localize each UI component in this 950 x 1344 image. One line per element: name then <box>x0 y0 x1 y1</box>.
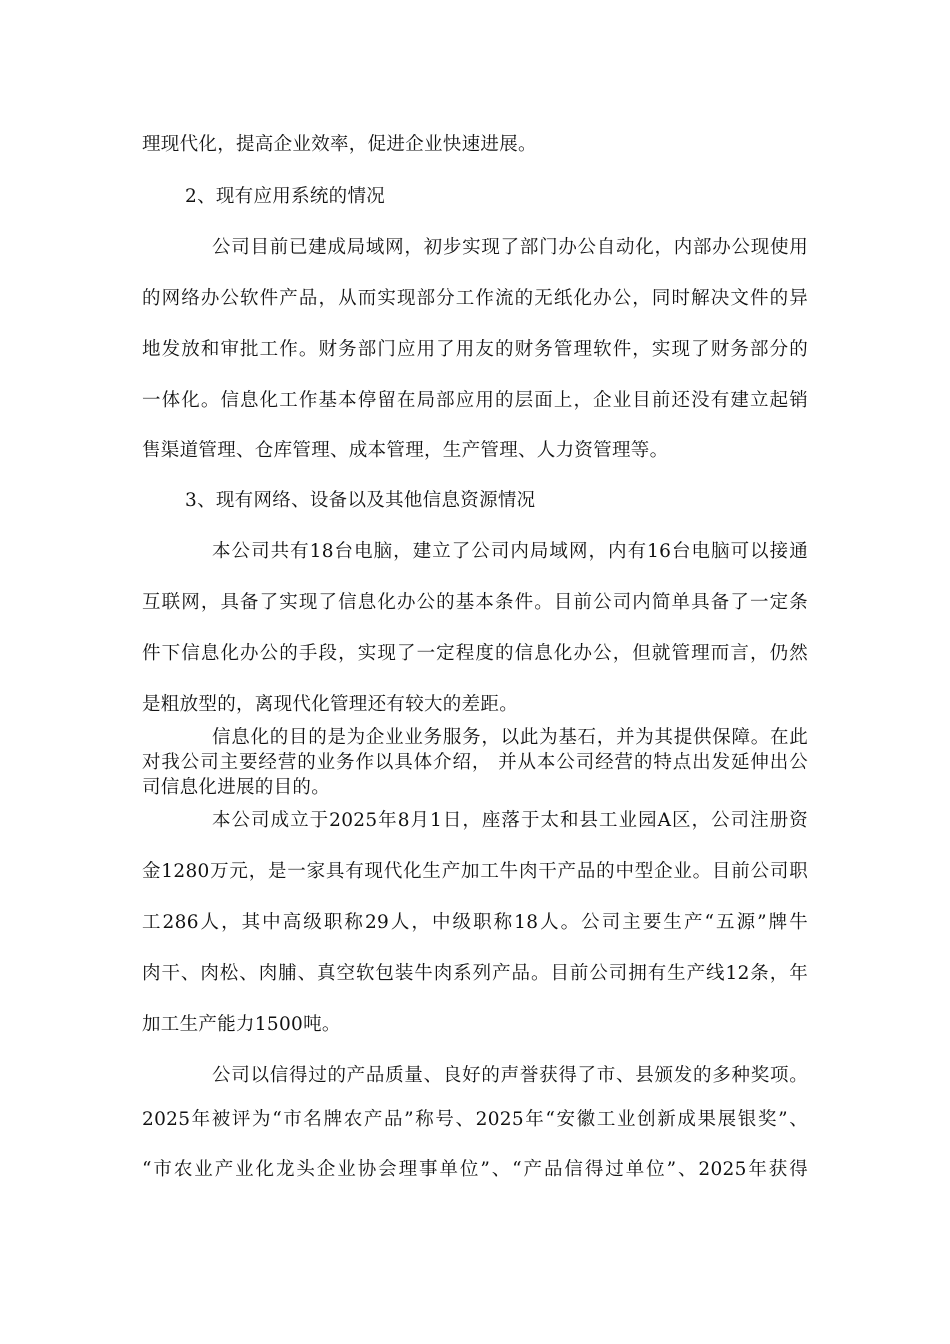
paragraph-line: 件下信息化办公的手段，实现了一定程度的信息化办公，但就管理而言，仍然 <box>142 643 808 664</box>
paragraph-line: 公司以信得过的产品质量、良好的声誉获得了市、县颁发的多种奖项。 <box>212 1065 808 1086</box>
paragraph-line: 金1280万元，是一家具有现代化生产加工牛肉干产品的中型企业。目前公司职 <box>142 861 808 882</box>
paragraph-line: 的网络办公软件产品，从而实现部分工作流的无纸化办公，同时解决文件的异 <box>142 288 808 309</box>
paragraph-line: 本公司共有18台电脑，建立了公司内局域网，内有16台电脑可以接通 <box>212 541 808 562</box>
paragraph-line: 地发放和审批工作。财务部门应用了用友的财务管理软件，实现了财务部分的 <box>142 339 808 360</box>
paragraph-line: 一体化。信息化工作基本停留在局部应用的层面上，企业目前还没有建立起销 <box>142 390 808 411</box>
paragraph-line: 2025年被评为“市名牌农产品”称号、2025年“安徽工业创新成果展银奖”、 <box>142 1109 808 1130</box>
paragraph-line: 公司目前已建成局域网，初步实现了部门办公自动化，内部办公现使用 <box>212 237 808 258</box>
paragraph-line: 司信息化进展的目的。 <box>142 777 331 798</box>
paragraph-line: 售渠道管理、仓库管理、成本管理，生产管理、人力资管理等。 <box>142 440 669 461</box>
paragraph-line: 信息化的目的是为企业业务服务，以此为基石，并为其提供保障。在此 <box>212 727 808 748</box>
section-heading: 2、现有应用系统的情况 <box>185 186 386 207</box>
section-heading: 3、现有网络、设备以及其他信息资源情况 <box>185 490 536 511</box>
paragraph-line: 本公司成立于2025年8月1日，座落于太和县工业园A区，公司注册资 <box>212 810 808 831</box>
paragraph-line: “市农业产业化龙头企业协会理事单位”、“产品信得过单位”、2025年获得 <box>142 1159 808 1180</box>
paragraph-line: 是粗放型的，离现代化管理还有较大的差距。 <box>142 694 519 715</box>
paragraph-line: 工286人，其中高级职称29人，中级职称18人。公司主要生产“五源”牌牛 <box>142 912 809 933</box>
paragraph-line: 理现代化，提高企业效率，促进企业快速进展。 <box>142 134 537 155</box>
paragraph-line: 加工生产能力1500吨。 <box>142 1014 341 1035</box>
paragraph-line: 互联网，具备了实现了信息化办公的基本条件。目前公司内简单具备了一定条 <box>142 592 808 613</box>
paragraph-line: 肉干、肉松、肉脯、真空软包装牛肉系列产品。目前公司拥有生产线12条，年 <box>142 963 808 984</box>
paragraph-line: 对我公司主要经营的业务作以具体介绍， 并从本公司经营的特点出发延伸出公 <box>142 752 808 773</box>
